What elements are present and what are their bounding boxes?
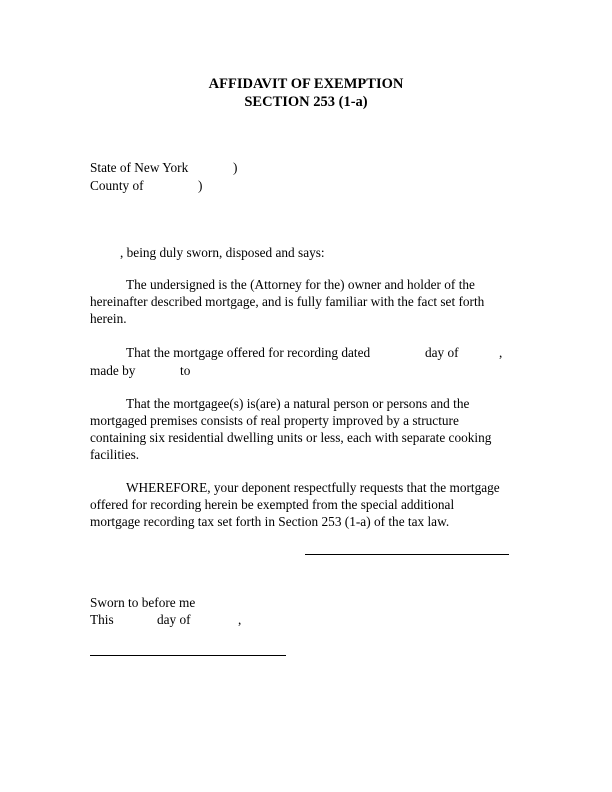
para2-made-by: made by	[90, 363, 136, 378]
para3-line1: That the mortgagee(s) is(are) a natural person or persons and the	[126, 396, 470, 411]
document-title: AFFIDAVIT OF EXEMPTION	[208, 76, 404, 92]
deponent-sworn-text: , being duly sworn, disposed and says:	[120, 245, 325, 260]
state-label: State of New York	[90, 160, 189, 175]
para2-day-of: day of	[425, 345, 459, 360]
para4-line3: mortgage recording tax set forth in Section 253 (1-a) of the tax law.	[90, 514, 450, 529]
jurat-day-of: day of	[157, 612, 191, 627]
para2-comma: ,	[499, 345, 503, 360]
para4-line1: WHEREFORE, your deponent respectfully requests that the mortgage	[126, 480, 500, 495]
para2-start: That the mortgage offered for recording dated	[126, 345, 371, 360]
venue-paren-county: )	[198, 178, 203, 193]
para3-line4: facilities.	[90, 447, 140, 462]
para2-to: to	[180, 363, 191, 378]
county-label: County of	[90, 178, 144, 193]
para1-line2: hereinafter described mortgage, and is fully familiar with the fact set forth	[90, 294, 485, 309]
deponent-signature-line[interactable]	[305, 554, 509, 555]
this-label: This	[90, 612, 114, 627]
para3-line2: mortgaged premises consists of real property improved by a structure	[90, 413, 459, 428]
para3-line3: containing six residential dwelling units or less, each with separate cooking	[90, 430, 492, 445]
sworn-label: Sworn to before me	[90, 595, 196, 610]
para1-line3: herein.	[90, 311, 127, 326]
venue-paren-state: )	[233, 160, 238, 175]
notary-signature-line[interactable]	[90, 655, 286, 656]
jurat-comma: ,	[238, 612, 242, 627]
para4-line2: offered for recording herein be exempted from the special additional	[90, 497, 455, 512]
para1-line1: The undersigned is the (Attorney for the) owner and holder of the	[126, 277, 475, 292]
document-subtitle: SECTION 253 (1-a)	[244, 94, 368, 110]
